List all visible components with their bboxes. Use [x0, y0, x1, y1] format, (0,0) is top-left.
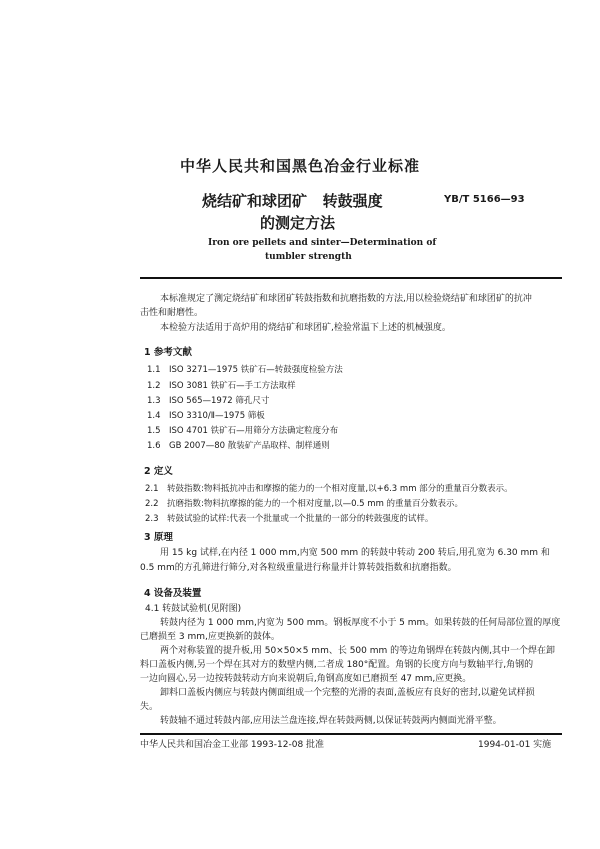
- definition-item: [145, 482, 513, 494]
- title-cn-line1: 烧结矿和球团矿 转鼓强度: [202, 192, 383, 210]
- equipment-line: 两个对称装置的提升板,用 50×50×5 mm、长 500 mm 的等边角钢焊在转鼓内侧,其中一个焊在卸: [160, 646, 555, 656]
- definition-num: 2.3: [145, 514, 159, 524]
- approval-note: 中华人民共和国冶金工业部 1993-12-08 批准: [140, 740, 325, 750]
- ref-num: 1.5: [147, 426, 161, 436]
- definition-text: 抗磨指数:物料抗摩擦的能力的一个相对度量,以—0.5 mm 的重量百分数表示。: [167, 499, 464, 509]
- ref-num: 1.2: [147, 381, 161, 391]
- equipment-line: 转鼓轴不通过转鼓内部,应用法兰盘连接,焊在转鼓两侧,以保证转鼓两内侧面光滑平整。: [160, 716, 502, 726]
- ref-item: [147, 424, 338, 436]
- ref-num: 1.4: [147, 411, 161, 421]
- intro-p1-line1: 本标准规定了测定烧结矿和球团矿转鼓指数和抗磨指数的方法,用以检验烧结矿和球团矿的抗冲: [160, 294, 532, 304]
- standard-code: YB/T 5166—93: [444, 194, 525, 205]
- principle-line2: 0.5 mm的方孔筛进行筛分,对各粒级重量进行称量并计算转鼓指数和抗磨指数。: [140, 563, 457, 573]
- ref-text: ISO 3271—1975 铁矿石—转鼓强度检验方法: [169, 365, 343, 375]
- ref-text: GB 2007—80 散装矿产品取样、制样通则: [169, 441, 330, 451]
- ref-item: [147, 439, 330, 451]
- equipment-line: 料口盖板内侧,另一个焊在其对方的数壁内侧,二者成 180°配置。角钢的长度方向与数轴平行,角钢的: [140, 660, 534, 670]
- ref-item: [147, 379, 296, 391]
- equipment-line: 已磨损至 3 mm,应更换新的鼓体。: [140, 632, 280, 642]
- equipment-line: 失。: [140, 702, 159, 712]
- equipment-line: 一边向圆心,另一边按转鼓转动方向来说朝后,角钢高度如已磨损至 47 mm,应更换。: [140, 674, 472, 684]
- header-rule: [140, 277, 562, 279]
- definition-item: [145, 497, 463, 509]
- ref-num: 1.1: [147, 365, 161, 375]
- equipment-line: 转鼓内径为 1 000 mm,内宽为 500 mm。钢板厚度不小于 5 mm。如果转鼓的任何局部位置的厚度: [160, 618, 561, 628]
- ref-num: 1.3: [147, 396, 161, 406]
- section2-title: 2 定义: [144, 466, 173, 477]
- intro-p2: 本检验方法适用于高炉用的烧结矿和球团矿,检验常温下上述的机械强度。: [160, 323, 451, 333]
- ref-text: ISO 3081 铁矿石—手工方法取样: [169, 381, 296, 391]
- publisher-heading: 中华人民共和国黑色冶金行业标准: [179, 157, 420, 175]
- footer-rule: [140, 733, 562, 735]
- ref-text: ISO 565—1972 筛孔尺寸: [169, 396, 270, 406]
- principle-line1: 用 15 kg 试样,在内径 1 000 mm,内宽 500 mm 的转鼓中转动 200 转后,用孔宽为 6.30 mm 和: [160, 548, 550, 558]
- section1-title: 1 参考文献: [144, 347, 192, 358]
- ref-item: [147, 394, 269, 406]
- section4-title: 4 设备及装置: [144, 588, 202, 599]
- ref-text: ISO 3310/Ⅱ—1975 筛板: [169, 411, 265, 421]
- ref-item: [147, 363, 343, 375]
- definition-text: 转鼓试验的试样:代表一个批量或一个批量的一部分的转鼓强度的试样。: [167, 514, 434, 524]
- equipment-line: 卸料口盖板内侧应与转鼓内侧面组成一个完整的光滑的表面,盖板应有良好的密封,以避免试样损: [160, 688, 535, 698]
- definition-num: 2.1: [145, 484, 159, 494]
- title-cn-line2: 的测定方法: [260, 214, 336, 232]
- intro-p1-line2: 击性和耐磨性。: [140, 308, 204, 318]
- subsection-4-1-title: 4.1 转鼓试验机(见附图): [145, 604, 242, 614]
- effective-date: 1994-01-01 实施: [478, 740, 552, 750]
- definition-num: 2.2: [145, 499, 159, 509]
- section3-title: 3 原理: [144, 532, 173, 543]
- definition-item: [145, 512, 433, 524]
- ref-item: [147, 409, 265, 421]
- ref-text: ISO 4701 铁矿石—用筛分方法确定粒度分布: [169, 426, 339, 436]
- title-en-line2: tumbler strength: [265, 252, 352, 262]
- definition-text: 转鼓指数:物料抵抗冲击和摩擦的能力的一个相对度量,以+6.3 mm 部分的重量百分数表示。: [167, 484, 513, 494]
- title-en-line1: Iron ore pellets and sinter—Determination of: [208, 238, 437, 248]
- ref-num: 1.6: [147, 441, 161, 451]
